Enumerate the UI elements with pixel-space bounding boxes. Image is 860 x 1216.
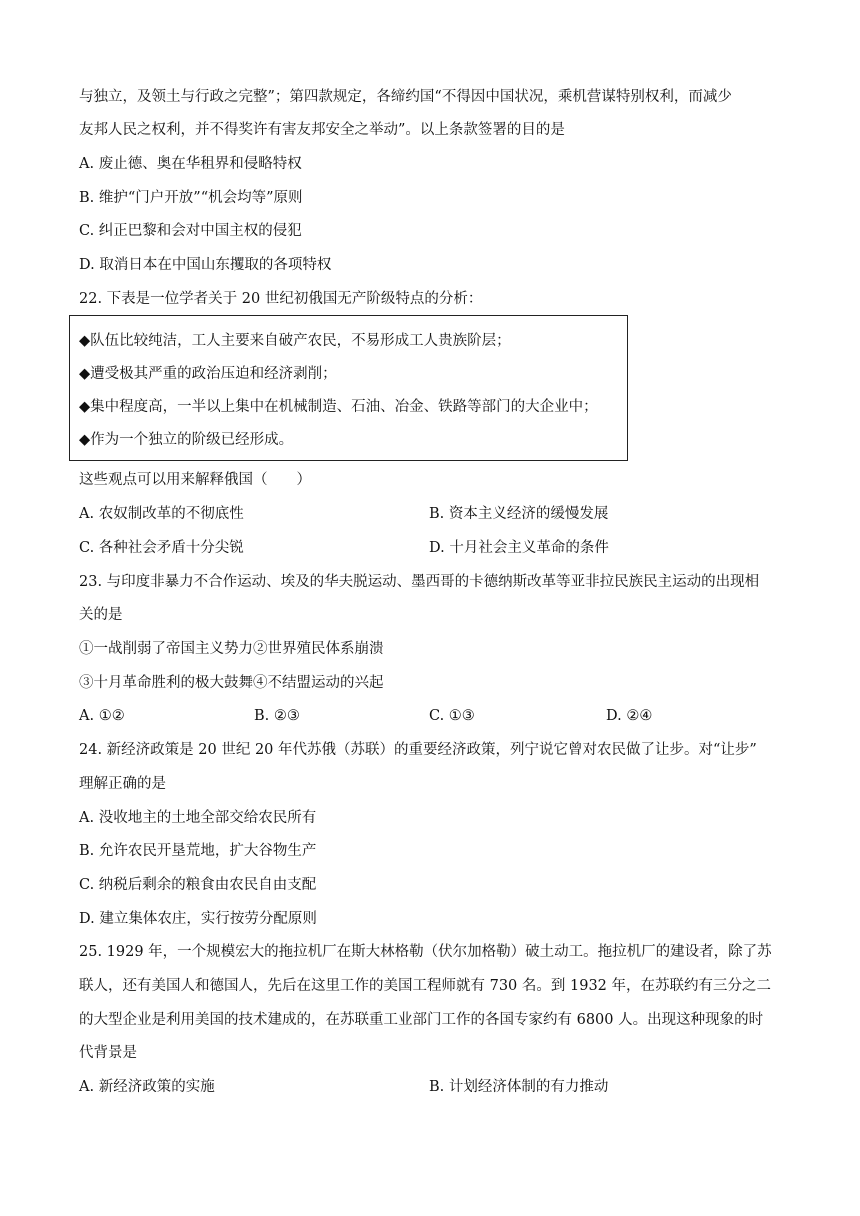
q22-stem: 22. 下表是一位学者关于 20 世纪初俄国无产阶级特点的分析： — [79, 291, 483, 307]
q25-stem-line-4: 代背景是 — [79, 1045, 137, 1061]
q23-items-2: ③十月革命胜利的极大鼓舞④不结盟运动的兴起 — [79, 675, 384, 691]
q22-box-point-3: ◆集中程度高，一半以上集中在机械制造、石油、冶金、铁路等部门的大企业中； — [79, 399, 598, 415]
q22-box-point-1: ◆队伍比较纯洁，工人主要来自破产农民，不易形成工人贵族阶层； — [79, 333, 511, 349]
q23-items-1: ①一战削弱了帝国主义势力②世界殖民体系崩溃 — [79, 641, 384, 657]
q22-question: 这些观点可以用来解释俄国（ ） — [79, 472, 311, 488]
q23-stem-line-1: 23. 与印度非暴力不合作运动、埃及的华夫脱运动、墨西哥的卡德纳斯改革等亚非拉民族民主运动的出现相 — [79, 574, 760, 590]
q24-option-b: B. 允许农民开垦荒地，扩大谷物生产 — [79, 843, 317, 859]
q23-option-d: D. ②④ — [606, 708, 653, 724]
q22-option-d: D. 十月社会主义革命的条件 — [429, 540, 609, 556]
q24-stem-line-2: 理解正确的是 — [79, 776, 166, 792]
q23-option-a: A. ①② — [79, 708, 125, 724]
q24-stem-line-1: 24. 新经济政策是 20 世纪 20 年代苏俄（苏联）的重要经济政策，列宁说它曾对农民做了让步。对“让步” — [79, 742, 757, 758]
q23-option-b: B. ②③ — [254, 708, 300, 724]
q21-option-d: D. 取消日本在中国山东攫取的各项特权 — [79, 257, 332, 273]
q21-stem-line-2: 友邦人民之权利，并不得奖许有害友邦安全之举动”。以上条款签署的目的是 — [79, 122, 565, 138]
q22-box-point-4: ◆作为一个独立的阶级已经形成。 — [79, 432, 294, 448]
q22-analysis-box — [69, 315, 628, 461]
q24-option-c: C. 纳税后剩余的粮食由农民自由支配 — [79, 877, 317, 893]
q21-stem-line-1: 与独立，及领土与行政之完整”；第四款规定，各缔约国“不得因中国状况，乘机营谋特别权利，而减少 — [79, 89, 732, 105]
q22-option-a: A. 农奴制改革的不彻底性 — [79, 506, 244, 522]
q23-option-c: C. ①③ — [429, 708, 475, 724]
q21-option-a: A. 废止德、奥在华租界和侵略特权 — [79, 156, 302, 172]
q22-option-c: C. 各种社会矛盾十分尖锐 — [79, 540, 244, 556]
q24-option-d: D. 建立集体农庄，实行按劳分配原则 — [79, 911, 317, 927]
q23-stem-line-2: 关的是 — [79, 607, 123, 623]
q21-option-b: B. 维护“门户开放”“机会均等”原则 — [79, 190, 303, 206]
q25-option-b: B. 计划经济体制的有力推动 — [429, 1079, 609, 1095]
q25-stem-line-3: 的大型企业是利用美国的技术建成的，在苏联重工业部门工作的各国专家约有 6800 人。出现这种现象的时 — [79, 1012, 764, 1028]
q25-stem-line-2: 联人，还有美国人和德国人，先后在这里工作的美国工程师就有 730 名。到 1932 年，在苏联约有三分之二 — [79, 978, 772, 994]
q21-option-c: C. 纠正巴黎和会对中国主权的侵犯 — [79, 223, 302, 239]
q24-option-a: A. 没收地主的土地全部交给农民所有 — [79, 810, 317, 826]
q22-option-b: B. 资本主义经济的缓慢发展 — [429, 506, 609, 522]
q22-box-point-2: ◆遭受极其严重的政治压迫和经济剥削； — [79, 366, 337, 382]
q25-stem-line-1: 25. 1929 年，一个规模宏大的拖拉机厂在斯大林格勒（伏尔加格勒）破土动工。拖拉机厂的建设者，除了苏 — [79, 944, 772, 960]
q25-option-a: A. 新经济政策的实施 — [79, 1079, 215, 1095]
